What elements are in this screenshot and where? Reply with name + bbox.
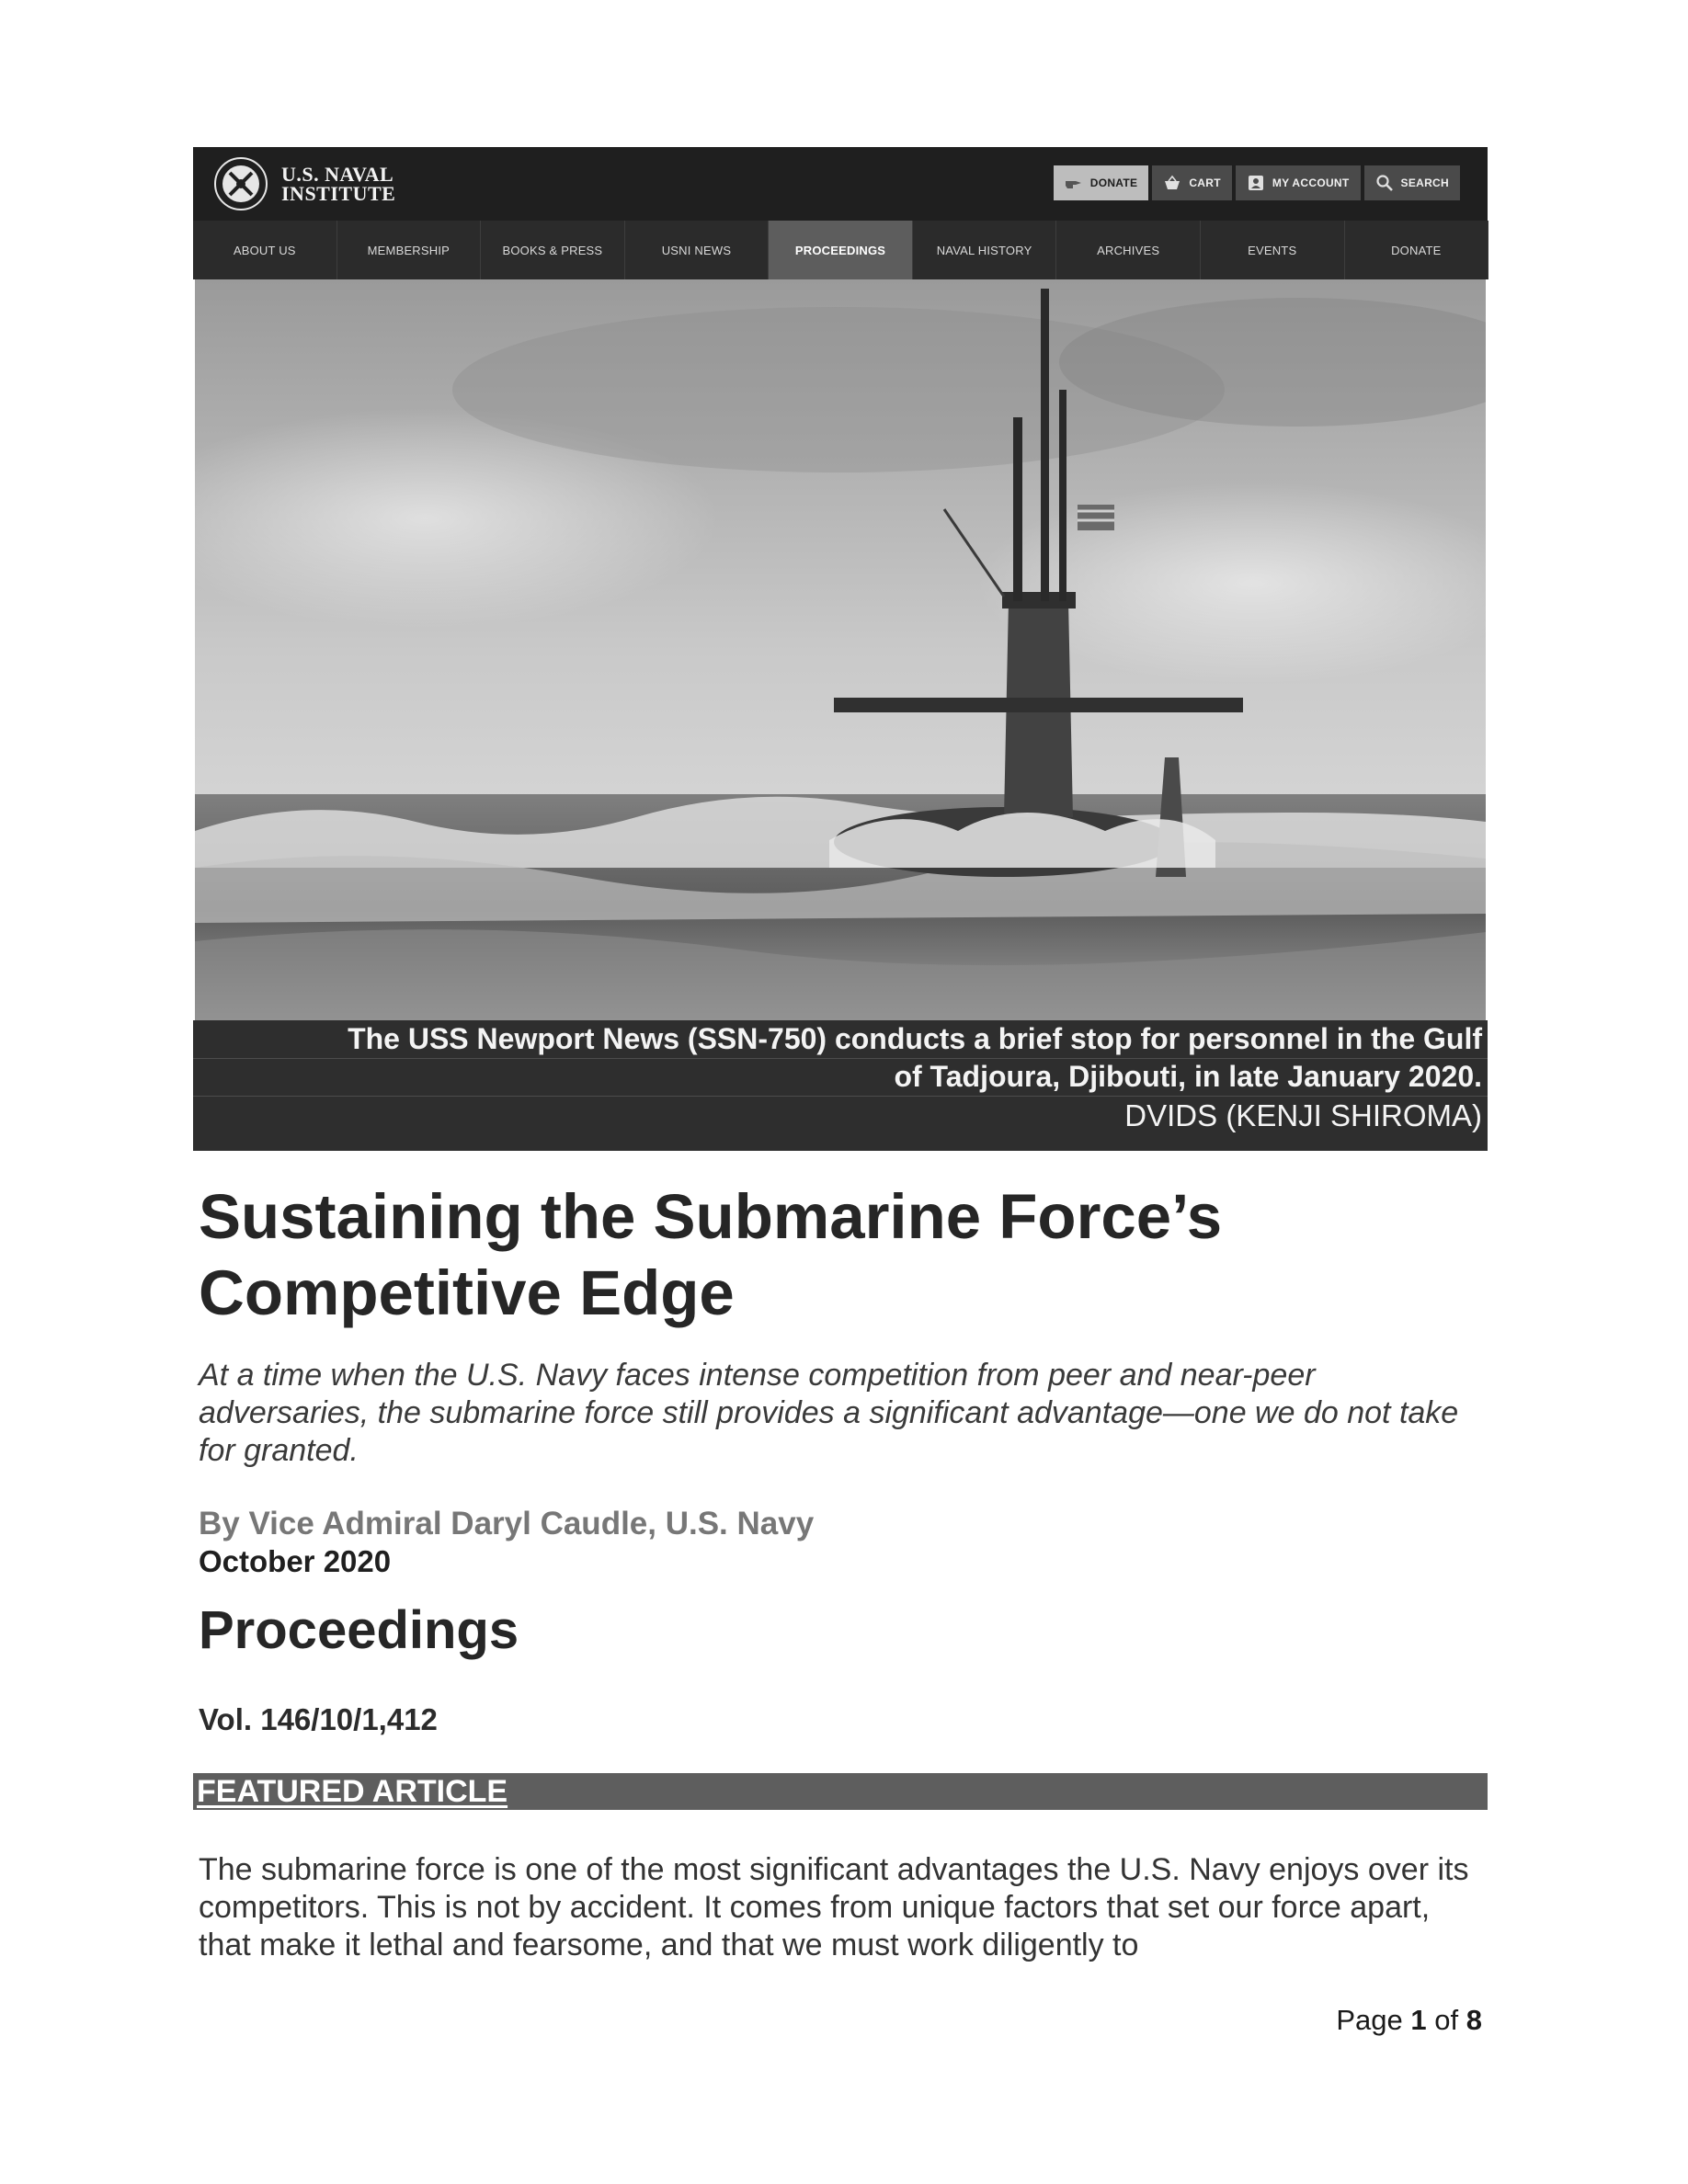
page-number [1336, 2004, 1482, 2037]
publish-date: October 2020 [199, 1544, 392, 1578]
seal-icon [213, 156, 268, 211]
search-label: SEARCH [1400, 176, 1449, 189]
caption-divider [193, 1096, 1488, 1097]
featured-article-bar [193, 1773, 1488, 1810]
nav-usni-news[interactable]: USNI NEWS [624, 221, 769, 279]
article-title: Sustaining the Submarine Force’s Competitive Edge [199, 1181, 1223, 1328]
nav-archives[interactable]: ARCHIVES [1055, 221, 1200, 279]
basket-icon [1163, 174, 1181, 192]
page-prefix: Page [1336, 2004, 1403, 2036]
search-icon [1375, 174, 1394, 192]
submarine-photo [195, 279, 1486, 1022]
usni-logo[interactable] [213, 154, 395, 213]
user-icon [1247, 174, 1265, 192]
nav-membership[interactable]: MEMBERSHIP [336, 221, 481, 279]
search-button[interactable] [1364, 165, 1460, 200]
volume-number: Vol. 146/10/1,412 [199, 1702, 438, 1736]
page-total: 8 [1466, 2004, 1482, 2036]
hero-image [195, 279, 1486, 1022]
page-current: 1 [1410, 2004, 1427, 2036]
publication-name[interactable]: Proceedings [199, 1600, 519, 1660]
my-account-button[interactable] [1236, 165, 1361, 200]
caption-line-1: The USS Newport News (SSN-750) conducts a brief stop for personnel in the Gulf [348, 1022, 1482, 1055]
hand-pointer-icon [1065, 174, 1083, 192]
photo-caption [193, 1020, 1488, 1151]
byline[interactable]: By Vice Admiral Daryl Caudle, U.S. Navy [199, 1506, 815, 1541]
article-body: The submarine force is one of the most significant advantages the U.S. Navy enjoys over its competitors. This is not by accident. It comes from unique factors that set our force apart, that make it lethal and fearsome, and that we must work diligently to [199, 1852, 1469, 1962]
nav-events[interactable]: EVENTS [1200, 221, 1344, 279]
nav-naval-history[interactable]: NAVAL HISTORY [912, 221, 1056, 279]
page-of: of [1434, 2004, 1459, 2036]
logo-line-2: INSTITUTE [281, 182, 396, 205]
nav-about-us[interactable]: ABOUT US [233, 243, 296, 257]
donate-label: DONATE [1089, 176, 1138, 189]
nav-proceedings[interactable]: PROCEEDINGS [768, 221, 912, 279]
nav-donate[interactable]: DONATE [1344, 221, 1488, 279]
article-dek: At a time when the U.S. Navy faces intense competition from peer and near-peer adversaries, the submarine force still provides a significant advantage—one we do not take for granted. [199, 1358, 1459, 1468]
main-nav [193, 221, 1488, 279]
utility-bar [1054, 165, 1460, 200]
cart-button[interactable] [1152, 165, 1232, 200]
photo-credit: DVIDS (KENJI SHIROMA) [1124, 1098, 1482, 1132]
logo-line-1: U.S. NAVAL [281, 163, 394, 186]
cart-label: CART [1189, 176, 1221, 189]
donate-button[interactable] [1054, 165, 1149, 200]
my-account-label: MY ACCOUNT [1272, 176, 1350, 189]
caption-line-2: of Tadjoura, Djibouti, in late January 2020. [894, 1060, 1482, 1093]
caption-divider [193, 1058, 1488, 1059]
nav-books-press[interactable]: BOOKS & PRESS [480, 221, 624, 279]
site-header [193, 147, 1488, 221]
featured-article-label[interactable]: FEATURED ARTICLE [197, 1774, 508, 1809]
